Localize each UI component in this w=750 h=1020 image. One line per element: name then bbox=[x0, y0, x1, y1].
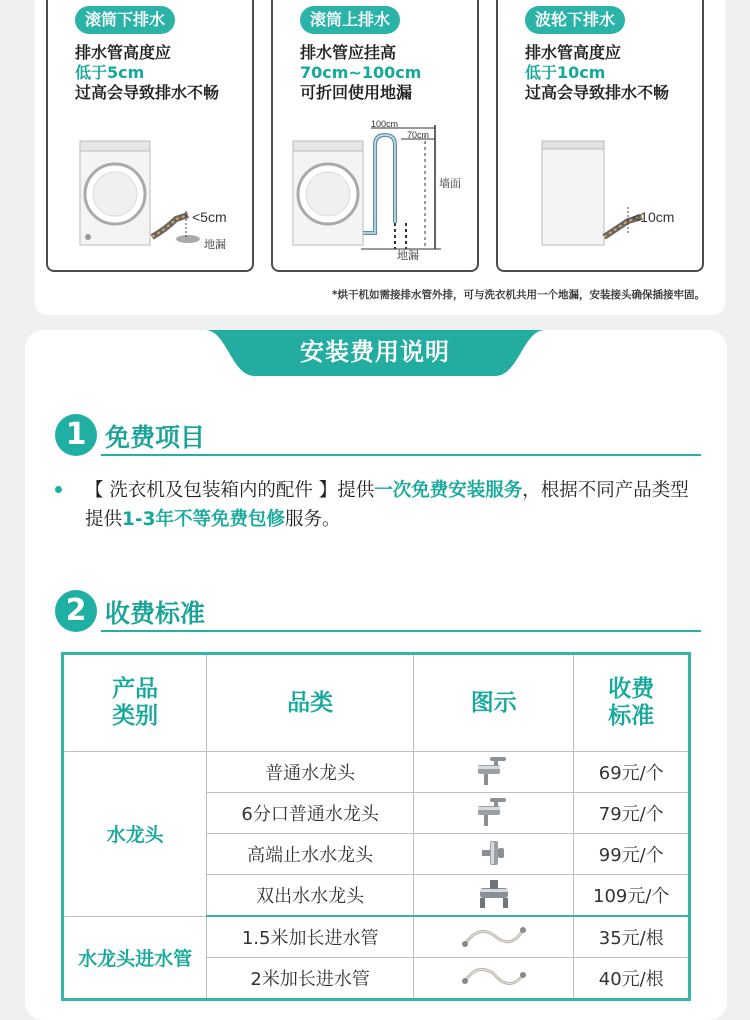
section-divider bbox=[101, 630, 701, 632]
height-label: <5cm bbox=[192, 209, 227, 225]
drain-tag: 滚筒上排水 bbox=[300, 6, 400, 34]
price-cell: 109元/个 bbox=[574, 875, 690, 917]
free-items-description: 【 洗衣机及包装箱内的配件 】提供一次免费安装服务，根据不同产品类型提供1-3年不等免费包修服务。 bbox=[85, 480, 689, 530]
section-number-badge: 1 bbox=[55, 414, 97, 456]
drain-card-top-load-bottom bbox=[496, 0, 704, 272]
table-row bbox=[63, 916, 690, 958]
section-title: 收费标准 bbox=[105, 599, 206, 628]
drain-guide-card bbox=[35, 0, 725, 315]
drain-tag: 波轮下排水 bbox=[525, 6, 625, 34]
header-illustration: 图示 bbox=[414, 654, 574, 752]
category-cell: 水龙头进水管 bbox=[63, 916, 207, 1000]
illustration-cell bbox=[414, 793, 574, 834]
stop-valve-faucet-icon bbox=[474, 837, 514, 871]
illustration-cell bbox=[414, 752, 574, 793]
installation-fee-card bbox=[25, 330, 727, 1020]
drain-card-front-load-bottom bbox=[46, 0, 254, 272]
hose-icon bbox=[459, 922, 529, 952]
fee-table bbox=[61, 652, 691, 1001]
price-cell: 69元/个 bbox=[574, 752, 690, 793]
section-number-badge: 2 bbox=[55, 590, 97, 632]
top-load-washer-illustration bbox=[498, 125, 702, 260]
floor-drain-label: 地漏 bbox=[397, 250, 419, 262]
hose-icon bbox=[459, 963, 529, 993]
drain-footnote: *烘干机如需接排水管外排，可与洗衣机共用一个地漏，安装接头确保插接牢固。 bbox=[332, 289, 705, 301]
drain-tag: 滚筒下排水 bbox=[75, 6, 175, 34]
item-cell: 普通水龙头 bbox=[207, 752, 414, 793]
bullet-icon bbox=[55, 486, 62, 493]
drain-instruction: 排水管应挂高 70cm~100cm 可折回使用地漏 bbox=[300, 43, 422, 102]
drain-instruction: 排水管高度应 低于5cm 过高会导致排水不畅 bbox=[75, 43, 220, 102]
section-title: 免费项目 bbox=[105, 423, 206, 452]
illustration-cell bbox=[414, 958, 574, 1000]
wall-label: 墙面 bbox=[439, 178, 461, 190]
height-70-label: 70cm bbox=[407, 130, 430, 140]
fee-banner-title: 安装费用说明 bbox=[300, 338, 450, 366]
category-cell: 水龙头 bbox=[63, 752, 207, 917]
height-100-label: 100cm bbox=[371, 119, 399, 129]
illustration-cell bbox=[414, 916, 574, 958]
table-row bbox=[63, 752, 690, 793]
item-cell: 双出水水龙头 bbox=[207, 875, 414, 917]
price-cell: 79元/个 bbox=[574, 793, 690, 834]
faucet-icon bbox=[474, 755, 514, 789]
table-header-row bbox=[63, 654, 690, 752]
item-cell: 2米加长进水管 bbox=[207, 958, 414, 1000]
item-cell: 1.5米加长进水管 bbox=[207, 916, 414, 958]
header-price: 收费 标准 bbox=[574, 654, 690, 752]
fee-banner bbox=[205, 330, 545, 376]
faucet-icon bbox=[474, 796, 514, 830]
illustration-cell bbox=[414, 834, 574, 875]
price-cell: 35元/根 bbox=[574, 916, 690, 958]
drain-card-front-load-top bbox=[271, 0, 479, 272]
item-cell: 高端止水水龙头 bbox=[207, 834, 414, 875]
price-cell: 99元/个 bbox=[574, 834, 690, 875]
illustration-cell bbox=[414, 875, 574, 917]
floor-drain-label: 地漏 bbox=[204, 239, 226, 251]
drain-instruction: 排水管高度应 低于10cm 过高会导致排水不畅 bbox=[525, 43, 670, 102]
top-drain-illustration bbox=[273, 119, 477, 262]
header-item: 品类 bbox=[207, 654, 414, 752]
front-load-washer-illustration bbox=[48, 125, 252, 260]
price-cell: 40元/根 bbox=[574, 958, 690, 1000]
section-divider bbox=[101, 454, 701, 456]
dual-outlet-faucet-icon bbox=[474, 878, 514, 912]
header-product-category: 产品 类别 bbox=[63, 654, 207, 752]
item-cell: 6分口普通水龙头 bbox=[207, 793, 414, 834]
height-label: <10cm bbox=[632, 209, 675, 225]
